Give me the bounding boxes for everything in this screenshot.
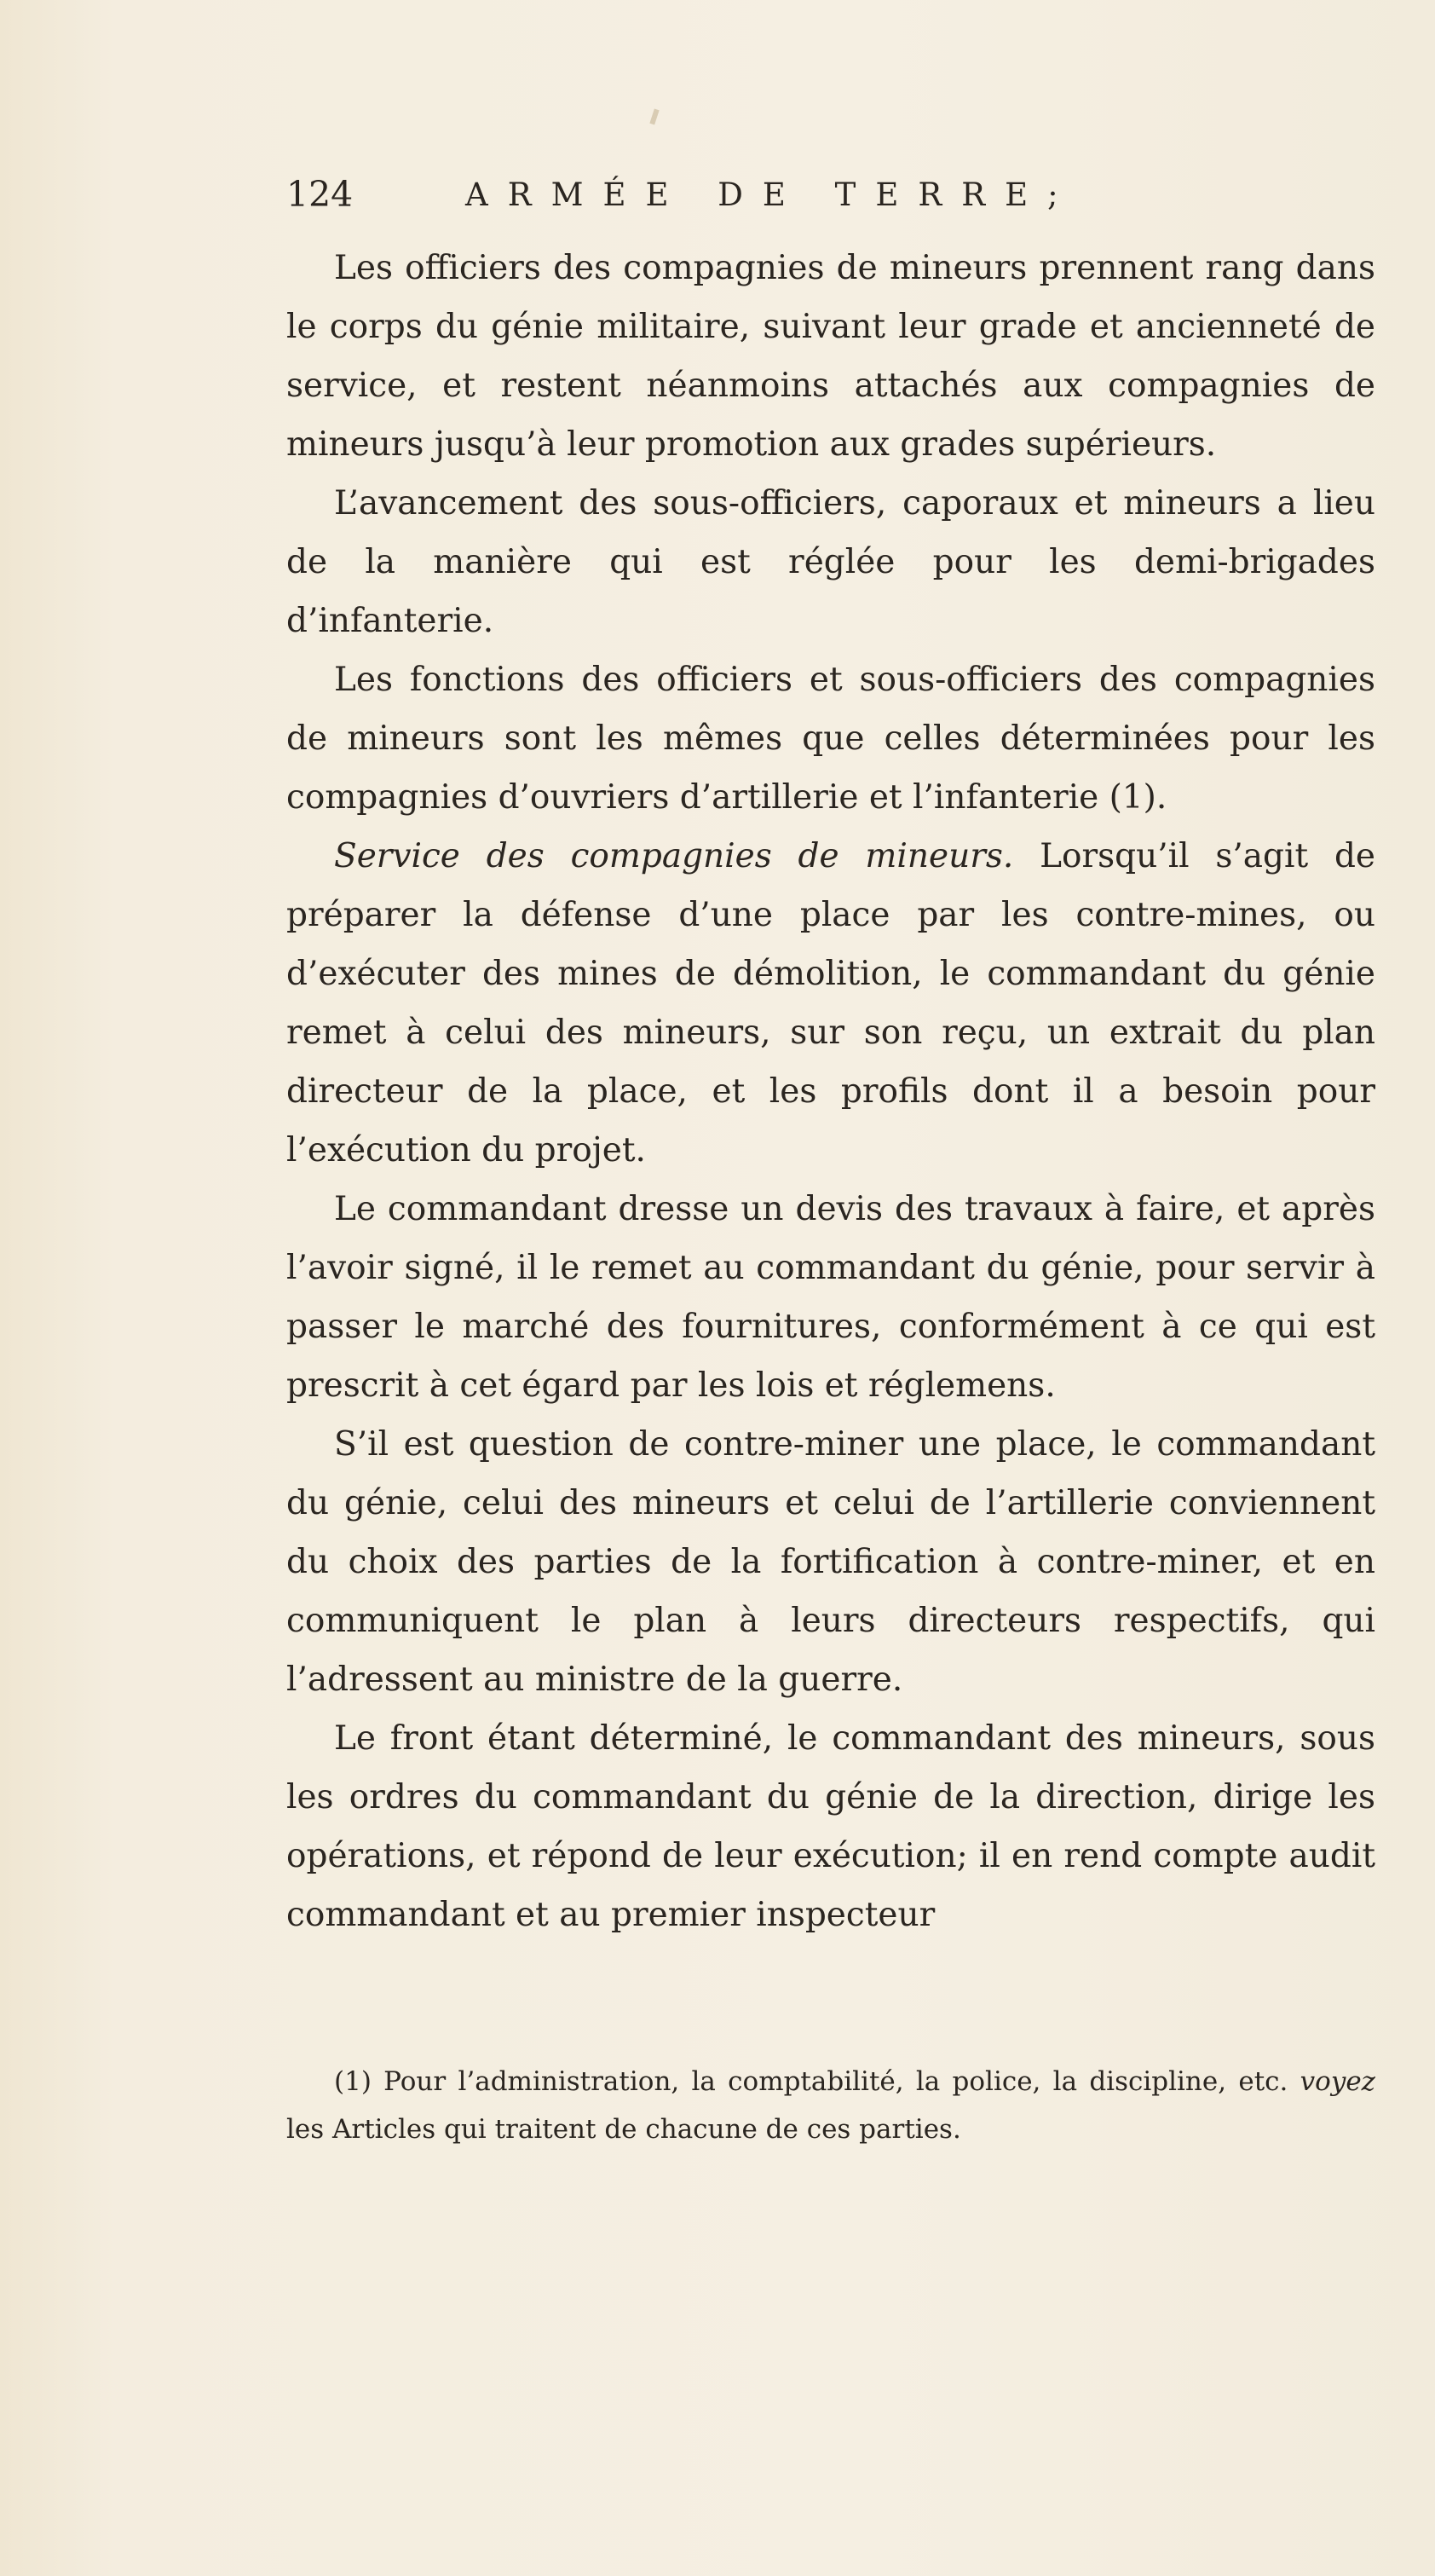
page-body bbox=[286, 239, 1375, 1944]
paragraph-6: S’il est question de contre-miner une place, le commandant du génie, celui des mineurs et celui de l’artillerie conviennent du choix des parties de la fortification à contre-miner, et en communiquent le plan à leurs directeurs respectifs, qui l’adressent au ministre de la guerre. bbox=[286, 1425, 1375, 1699]
paragraph-4: Service des compagnies de mineurs. Lorsqu’il s’agit de préparer la défense d’une place par les contre-mines, ou d’exécuter des mines de démolition, le commandant du génie remet à celui des mineurs, sur son reçu, un extrait du plan directeur de la place, et les profils dont il a besoin pour l’exécution du projet. bbox=[286, 837, 1375, 1170]
running-title: ARMÉE DE TERRE; bbox=[465, 176, 1078, 213]
footnote: (1) Pour l’administration, la comptabilité, la police, la discipline, etc. voyez les Articles qui traitent de chacune de ces parties. bbox=[286, 2066, 1376, 2145]
paragraph-2: L’avancement des sous-officiers, caporaux et mineurs a lieu de la manière qui est réglée pour les demi-brigades d’infanterie. bbox=[286, 484, 1375, 640]
paragraph-1: Les officiers des compagnies de mineurs prennent rang dans le corps du génie militaire, suivant leur grade et ancienneté de service, et restent néanmoins attachés aux compagnies de mineurs jusqu’à leur promotion aux grades supérieurs. bbox=[286, 249, 1375, 464]
paragraph-3: Les fonctions des officiers et sous-officiers des compagnies de mineurs sont les mêmes que celles déterminées pour les compagnies d’ouvriers d’artillerie et l’infanterie (1). bbox=[286, 661, 1375, 817]
paragraph-7: Le front étant déterminé, le commandant des mineurs, sous les ordres du commandant du génie de la direction, dirige les opérations, et répond de leur exécution; il en rend compte audit commandant et au premier inspecteur bbox=[286, 1719, 1375, 1934]
page-number: 124 bbox=[286, 174, 354, 215]
section-title: Service des compagnies de mineurs. bbox=[334, 837, 1014, 875]
page-header bbox=[286, 169, 1394, 220]
paragraph-5: Le commandant dresse un devis des travaux à faire, et après l’avoir signé, il le remet au commandant du génie, pour servir à passer le marché des fournitures, conformément à ce qui est prescrit à cet égard par les lois et réglemens. bbox=[286, 1190, 1375, 1405]
ink-mark bbox=[649, 109, 659, 125]
